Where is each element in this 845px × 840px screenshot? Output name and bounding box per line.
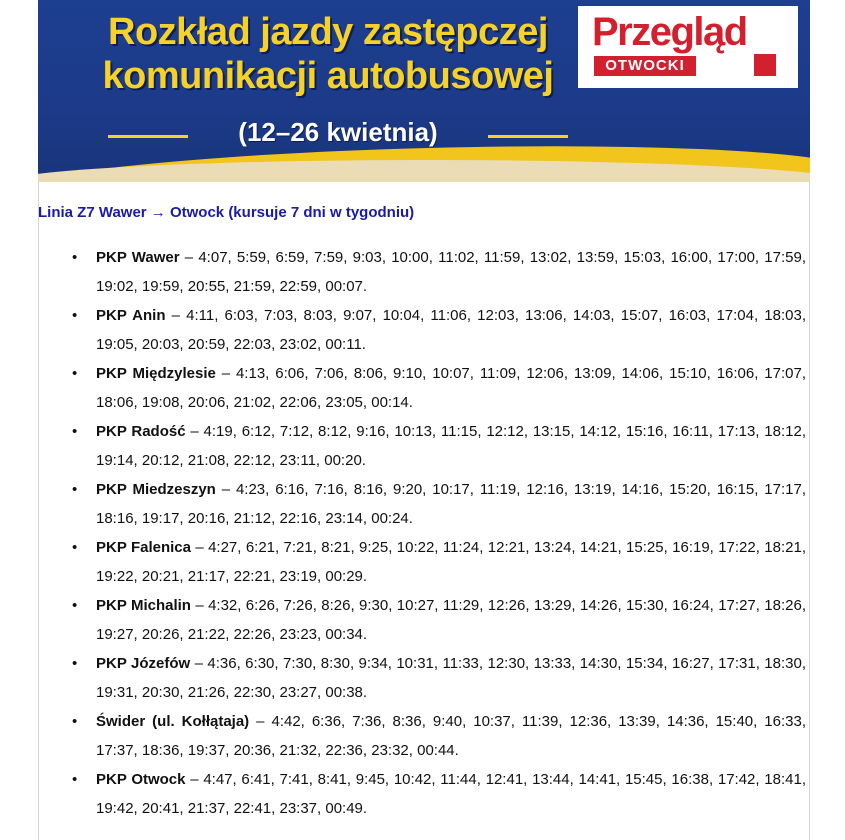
stop-item (38, 533, 810, 591)
stop-name: PKP Anin (96, 307, 166, 324)
bullet-icon: • (72, 655, 78, 672)
stop-times: – 4:42, 6:36, 7:36, 8:36, 9:40, 10:37, 11:39, 12:36, 13:39, 14:36, 15:40, 16:33, 17:37, 18:36, 19:37, 20:36, 21:32, 22:36, 23:32, 00:44. (96, 713, 806, 759)
banner-title-line1: Rozkład jazdy zastępczej (108, 11, 548, 53)
stop-times: – 4:11, 6:03, 7:03, 8:03, 9:07, 10:04, 11:06, 12:03, 13:06, 14:03, 15:07, 16:03, 17:04, 18:03, 19:05, 20:03, 20:59, 22:03, 23:02, 00:11. (96, 307, 806, 353)
dates-right-rule (488, 135, 568, 138)
bullet-icon: • (72, 597, 78, 614)
stop-times: – 4:19, 6:12, 7:12, 8:12, 9:16, 10:13, 11:15, 12:12, 13:15, 14:12, 15:16, 16:11, 17:13, 18:12, 19:14, 20:12, 21:08, 22:12, 23:11, 00:20. (96, 423, 806, 469)
stop-times: – 4:47, 6:41, 7:41, 8:41, 9:45, 10:42, 11:44, 12:41, 13:44, 14:41, 15:45, 16:38, 17:42, 18:41, 19:42, 20:41, 21:37, 22:41, 23:37, 00:49. (96, 771, 807, 817)
stop-times: – 4:27, 6:21, 7:21, 8:21, 9:25, 10:22, 11:24, 12:21, 13:24, 14:21, 15:25, 16:19, 17:22, 18:21, 19:22, 20:21, 21:17, 22:21, 23:19, 00:29. (96, 539, 806, 585)
stop-item (38, 707, 810, 765)
header-banner (38, 0, 810, 182)
line-heading: Linia Z7 Wawer → Otwock (kursuje 7 dni w tygodniu) (38, 204, 415, 221)
stop-name: PKP Radość (96, 423, 186, 440)
stop-name: PKP Miedzeszyn (96, 481, 216, 498)
stop-name: PKP Falenica (96, 539, 191, 556)
newspaper-logo[interactable] (578, 6, 798, 88)
stop-item (38, 301, 810, 359)
stop-name: PKP Józefów (96, 655, 191, 672)
stop-item (38, 765, 810, 823)
stop-times: – 4:36, 6:30, 7:30, 8:30, 9:34, 10:31, 11:33, 12:30, 13:33, 14:30, 15:34, 16:27, 17:31, 18:30, 19:31, 20:30, 21:26, 22:30, 23:27, 00:38. (96, 655, 807, 701)
bullet-icon: • (72, 307, 78, 324)
stop-times: – 4:13, 6:06, 7:06, 8:06, 9:10, 10:07, 11:09, 12:06, 13:09, 14:06, 15:10, 16:06, 17:07, 18:06, 19:08, 20:06, 21:02, 22:06, 23:05, 00:14. (96, 365, 806, 411)
stop-times: – 4:32, 6:26, 7:26, 8:26, 9:30, 10:27, 11:29, 12:26, 13:29, 14:26, 15:30, 16:24, 17:27, 18:26, 19:27, 20:26, 21:22, 22:26, 23:23, 00:34. (96, 597, 807, 643)
stop-item (38, 649, 810, 707)
bullet-icon: • (72, 539, 78, 556)
stop-name: PKP Wawer (96, 249, 180, 266)
logo-sub-text: OTWOCKI (594, 56, 696, 76)
stop-item (38, 417, 810, 475)
stop-item (38, 591, 810, 649)
stop-item (38, 359, 810, 417)
bullet-icon: • (72, 365, 78, 382)
stop-name: Świder (ul. Kołłątaja) (96, 713, 250, 730)
stop-item (38, 475, 810, 533)
stop-times: – 4:07, 5:59, 6:59, 7:59, 9:03, 10:00, 11:02, 11:59, 13:02, 13:59, 15:03, 16:00, 17:00, 17:59, 19:02, 19:59, 20:55, 21:59, 22:59, 00:07. (96, 249, 806, 295)
stop-item (38, 243, 810, 301)
banner-dates: (12–26 kwietnia) (238, 117, 438, 147)
bullet-icon: • (72, 481, 78, 498)
logo-square-mark (754, 54, 776, 76)
bullet-icon: • (72, 249, 78, 266)
logo-main-text: Przegląd (592, 10, 747, 54)
stop-name: PKP Michalin (96, 597, 191, 614)
stop-name: PKP Otwock (96, 771, 186, 788)
bullet-icon: • (72, 771, 78, 788)
stop-list (38, 243, 810, 823)
bullet-icon: • (72, 423, 78, 440)
banner-title (78, 10, 578, 98)
bullet-icon: • (72, 713, 78, 730)
stop-name: PKP Międzylesie (96, 365, 216, 382)
stop-times: – 4:23, 6:16, 7:16, 8:16, 9:20, 10:17, 11:19, 12:16, 13:19, 14:16, 15:20, 16:15, 17:17, 18:16, 19:17, 20:16, 21:12, 22:16, 23:14, 00:24. (96, 481, 806, 527)
banner-title-line2: komunikacji autobusowej (102, 55, 554, 97)
